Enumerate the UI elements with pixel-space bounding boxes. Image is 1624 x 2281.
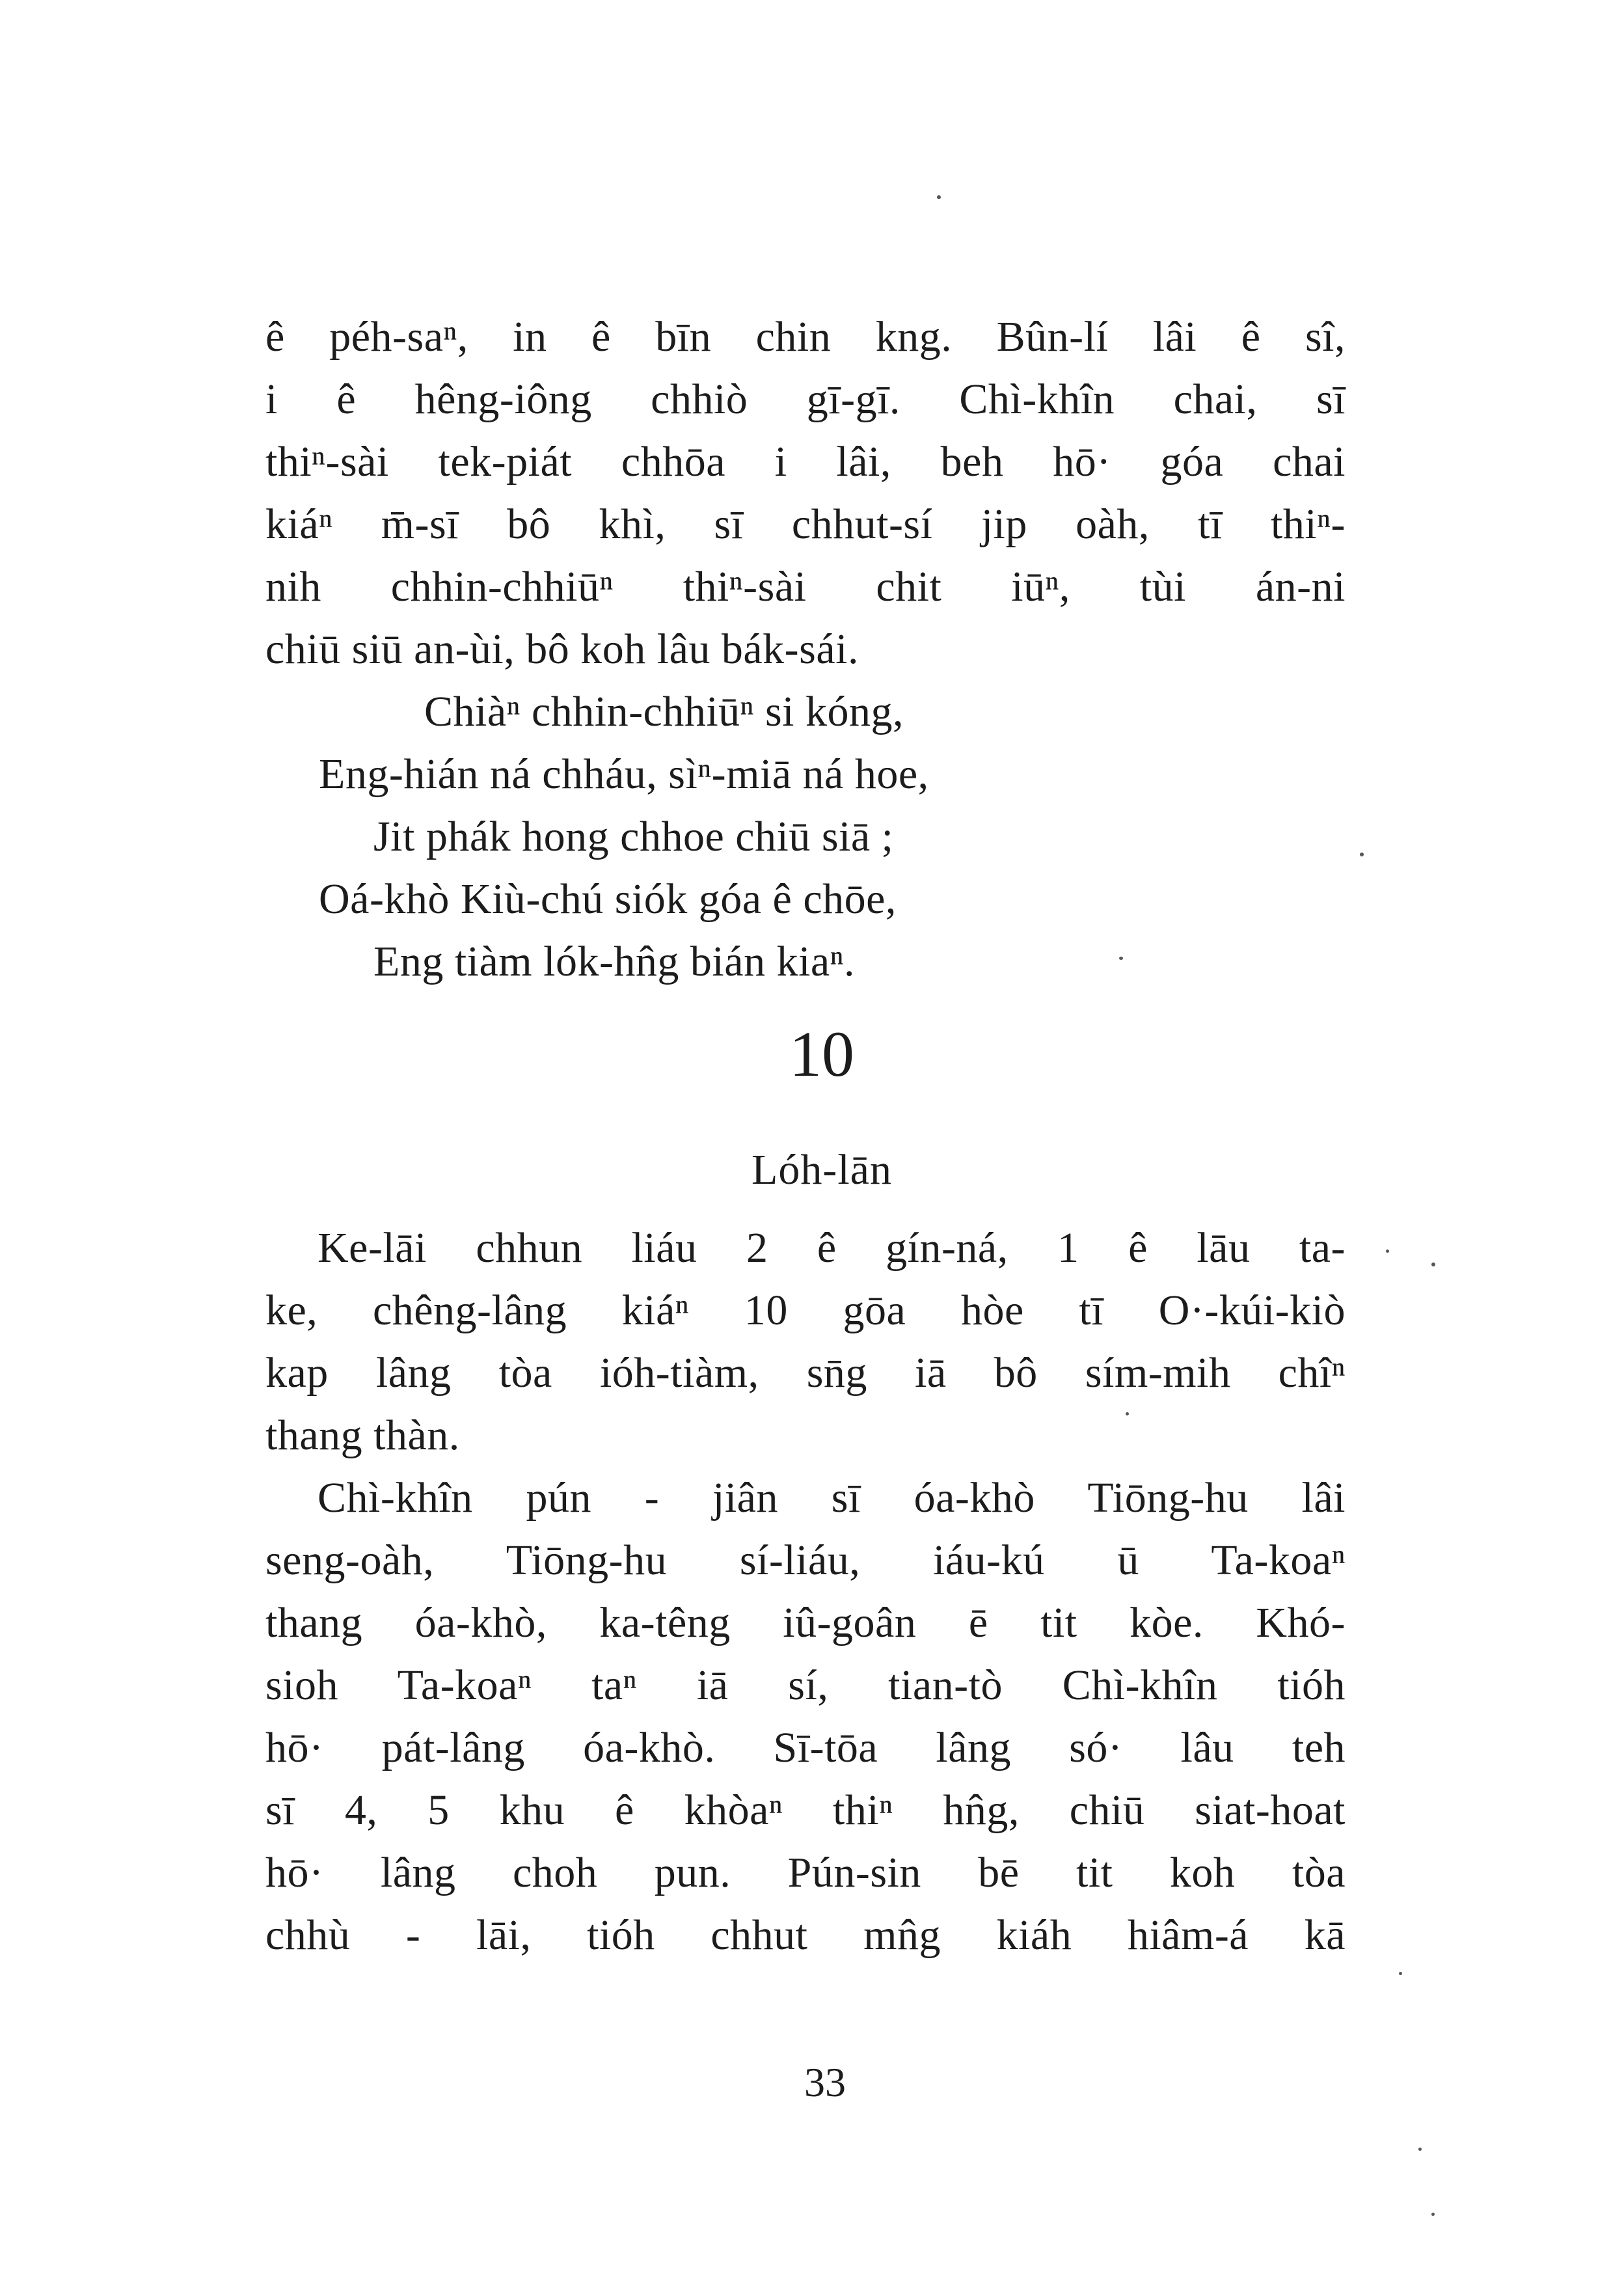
scan-speck	[937, 195, 941, 199]
poem-line: Eng-hián ná chháu, sìⁿ-miā ná hoe,	[319, 750, 929, 798]
paragraph-two-line: thang thàn.	[265, 1412, 460, 1459]
paragraph-two-line: ke, chêng-lâng kiáⁿ 10 gōa hòe tī O·-kúi-kiò	[265, 1287, 1346, 1334]
top-paragraph-line: i ê hêng-iông chhiò gī-gī. Chì-khîn chai, sī	[265, 376, 1346, 423]
top-paragraph-line: ê péh-saⁿ, in ê bīn chin kng. Bûn-lí lâi ê sî,	[265, 313, 1346, 361]
chapter-number: 10	[789, 1018, 854, 1090]
paragraph-three-line: chhù - lāi, tióh chhut mn̂g kiáh hiâm-á kā	[265, 1911, 1346, 1959]
scan-speck	[1431, 1263, 1435, 1266]
page-number: 33	[804, 2059, 846, 2105]
paragraph-three	[265, 1467, 1346, 1967]
scan-speck	[1119, 957, 1123, 960]
top-paragraph-line: chiū siū an-ùi, bô koh lâu bák-sái.	[265, 625, 859, 673]
top-paragraph	[265, 306, 1346, 681]
poem-line: Oá-khò Kiù-chú siók góa ê chōe,	[319, 875, 897, 923]
paragraph-three-line: Chì-khîn pún - jiân sī óa-khò Tiōng-hu lâi	[318, 1474, 1346, 1522]
paragraph-three-line: hō· pát-lâng óa-khò. Sī-tōa lâng só· lâu teh	[265, 1724, 1346, 1771]
chapter-title: Lóh-lān	[751, 1146, 892, 1194]
top-paragraph-line: kiáⁿ m̄-sī bô khì, sī chhut-sí jip oàh, tī thiⁿ-	[265, 500, 1346, 548]
scan-speck	[1418, 2148, 1422, 2151]
scan-speck	[1126, 1412, 1129, 1415]
scan-speck	[1360, 853, 1364, 856]
paragraph-three-line: hō· lâng choh pun. Pún-sin bē tit koh tòa	[265, 1849, 1346, 1896]
paragraph-three-line: thang óa-khò, ka-têng iû-goân ē tit kòe. Khó-	[265, 1599, 1346, 1646]
paragraph-two-line: kap lâng tòa ióh-tiàm, sn̄g iā bô sím-mih chîⁿ	[265, 1349, 1346, 1397]
scan-speck	[1399, 1972, 1402, 1975]
poem-line: Eng tiàm lók-hn̂g bián kiaⁿ.	[373, 938, 855, 985]
paragraph-two	[265, 1217, 1346, 1467]
scan-speck	[1386, 1250, 1389, 1253]
poem-line: Jit phák hong chhoe chiū siā ;	[373, 813, 894, 860]
paragraph-three-line: sī 4, 5 khu ê khòaⁿ thiⁿ hn̂g, chiū siat-hoat	[265, 1786, 1346, 1834]
scan-speck	[1431, 2213, 1435, 2216]
paragraph-three-line: seng-oàh, Tiōng-hu sí-liáu, iáu-kú ū Ta-koaⁿ	[265, 1537, 1346, 1584]
poem-line: Chiàⁿ chhin-chhiūⁿ si kóng,	[424, 688, 904, 735]
paragraph-three-line: sioh Ta-koaⁿ taⁿ iā sí, tian-tò Chì-khîn tióh	[265, 1661, 1346, 1709]
top-paragraph-line: thiⁿ-sài tek-piát chhōa i lâi, beh hō· góa chai	[265, 438, 1346, 485]
top-paragraph-line: nih chhin-chhiūⁿ thiⁿ-sài chit iūⁿ, tùi án-ni	[265, 563, 1346, 610]
paragraph-two-line: Ke-lāi chhun liáu 2 ê gín-ná, 1 ê lāu ta-	[318, 1224, 1346, 1272]
